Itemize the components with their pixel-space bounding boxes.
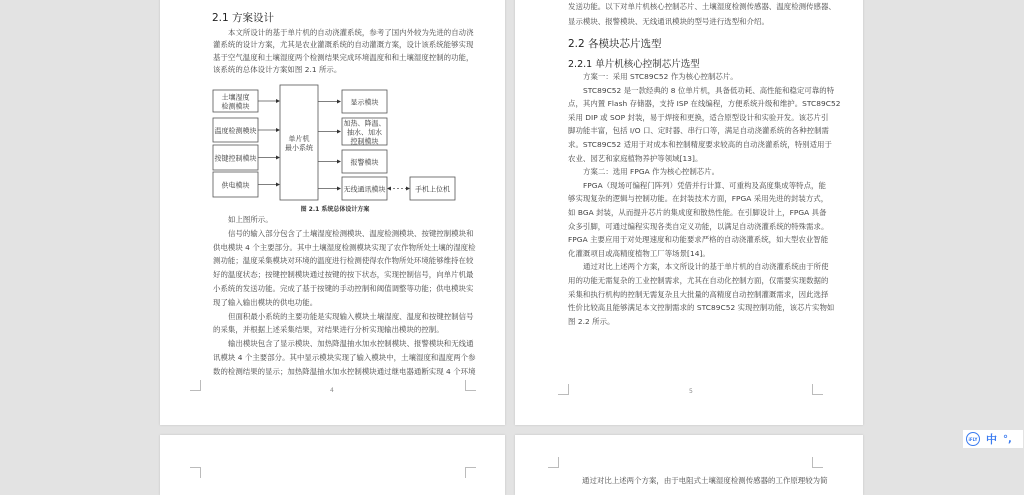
figure-caption: 图 2.1 系统总体设计方案 <box>300 206 370 213</box>
body-line: 够实现复杂的逻辑与控制功能。在封装技术方面，FPGA 采用先进的封装方式， <box>568 194 829 204</box>
body-line: 好的温度状态；按键控制模块通过按键的按下状态，实现控制信号，向单片机最 <box>213 270 474 280</box>
arrow-head <box>276 99 280 103</box>
arrow-head <box>276 128 280 132</box>
body-line: 化灌溉项目或高精度植物工厂等场景[14]。 <box>568 248 710 258</box>
page-4 <box>160 0 505 425</box>
body-line: 数的检测结果的显示；加热降温抽水加水控制模块通过继电器通断实现 4 个环境 <box>213 366 476 376</box>
body-line: 讯模块 4 个主要部分。其中显示模块实现了输入模块中，土壤湿度和温度两个参 <box>213 353 476 362</box>
section-heading: 2.1 方案设计 <box>212 12 275 24</box>
input-module-box-label: 检测模块 <box>221 102 250 111</box>
body-line: 众多引脚，可通过编程实现各类自定义功能，以满足自动浇灌系统的特殊需求。 <box>568 221 829 231</box>
output-module-box-label: 报警模块 <box>350 158 379 167</box>
input-module-box-label: 温度检测模块 <box>214 127 257 135</box>
arrow-head <box>337 130 341 134</box>
body-line: 该系统的总体设计方案如图 2.1 所示。 <box>213 64 342 74</box>
body-line: 小系统的发送功能。完成了基于按键的手动控制和阈值调整等功能；供电模块实 <box>213 284 474 293</box>
body-line: STC89C52 是一款经典的 8 位单片机，具备低功耗、高性能和稳定可靠的特 <box>583 85 835 95</box>
ifly-logo-icon[interactable]: iFLY <box>966 432 980 446</box>
body-line: 现了输入输出模块的供电功能。 <box>213 297 318 307</box>
body-line: 如上图所示。 <box>228 215 273 224</box>
margin-corner-left <box>548 457 559 468</box>
output-module-box-label: 抽水、加水 <box>347 128 382 137</box>
arrow-head <box>337 187 341 191</box>
body-line: 本文所设计的基于单片机的自动浇灌系统，参考了国内外较为先进的自动浇 <box>228 28 474 37</box>
body-line: 通过对比上述两个方案，本文所设计的基于单片机的自动浇灌系统由于所使 <box>583 262 829 272</box>
body-line: 求。STC89C52 适用于对成本和控制精度要求较高的自动浇灌系统，特别适用于 <box>568 140 832 149</box>
input-module-box-label: 土壤湿度 <box>221 93 250 102</box>
subsection-heading: 2.2.1 单片机核心控制芯片选型 <box>568 59 700 70</box>
ime-punctuation-toggle[interactable]: °, <box>1003 433 1012 445</box>
page-number: 4 <box>330 387 334 394</box>
body-line: FPGA（现场可编程门阵列）凭借并行计算、可重构及高度集成等特点，能 <box>583 180 826 190</box>
body-line: 但面积最小系统的主要功能是实现输入模块土壤湿度、温度和按键控制信号 <box>228 311 474 321</box>
body-line: 性价比较高且能够满足本文控制需求的 STC89C52 实现控制功能，该芯片实物如 <box>568 303 835 313</box>
output-module-box-label: 无线通讯模块 <box>343 185 386 194</box>
body-line: 测功能；温度采集模块对环境的温度进行检测使得农作物所处环境能够维持在较 <box>213 256 474 266</box>
body-line: 图 2.2 所示。 <box>568 316 615 326</box>
arrow-head <box>337 100 341 104</box>
body-line: 用的功能无需复杂的工业控制需求，尤其在自动化控制方面，仅需要实现数据的 <box>568 276 829 285</box>
body-line: 信号的输入部分包含了土壤湿度检测模块、温度检测模块、按键控制模块和 <box>228 228 474 238</box>
body-line: 显示模块、报警模块、无线通讯模块的型号进行选型和介绍。 <box>568 16 769 26</box>
page-6 <box>160 435 505 495</box>
body-line: 如 BGA 封装，从而提升芯片的集成度和散热性能。在引脚设计上，FPGA 具备 <box>568 208 827 217</box>
input-module-box-label: 供电模块 <box>221 181 250 190</box>
page-5 <box>515 0 863 425</box>
body-line: 输出模块包含了显示模块、加热降温抽水加水控制模块、报警模块和无线通 <box>228 339 474 349</box>
mcu-box-label: 单片机 <box>288 135 310 143</box>
body-line: FPGA 主要应用于对处理速度和功能要求严格的自动浇灌系统，如大型农业智能 <box>568 235 829 245</box>
page-7 <box>515 435 863 495</box>
arrow-head <box>276 183 280 187</box>
body-line: 农业、园艺和家庭植物养护等领域[13]。 <box>568 153 703 163</box>
body-line: 基于空气温度和土壤湿度两个检测结果完成环境温度和和土壤湿度控制的功能， <box>213 52 474 62</box>
body-line: 供电模块 4 个主要部分。其中土壤湿度检测模块实现了农作物所处土壤的湿度检 <box>213 242 476 252</box>
body-line: 方案二：选用 FPGA 作为核心控制芯片。 <box>583 167 720 177</box>
margin-corner-left <box>558 384 569 395</box>
body-line: 脚功能丰富，包括 I/O 口、定时器、串行口等，满足自动浇灌系统的各种控制需 <box>568 126 829 136</box>
body-line: 的采集，并根据上述采集结果，对结果进行分析实现输出模块的控制。 <box>213 325 444 335</box>
section-heading: 2.2 各模块芯片选型 <box>568 38 662 50</box>
ime-toolbar[interactable] <box>963 430 1023 448</box>
body-line: 方案一：采用 STC89C52 作为核心控制芯片。 <box>583 72 738 81</box>
body-line: 采用 DIP 或 SOP 封装，易于焊接和更换，适合原型设计和实验开发。该芯片引 <box>568 112 829 122</box>
system-diagram <box>160 0 505 218</box>
arrow-head <box>276 156 280 160</box>
ime-language-toggle[interactable]: 中 <box>986 433 997 446</box>
margin-corner-right <box>812 457 823 468</box>
input-module-box-label: 按键控制模块 <box>214 154 257 163</box>
mcu-box-label: 最小系统 <box>285 144 313 152</box>
page-number: 5 <box>689 388 693 395</box>
body-line: 通过对比上述两个方案，由于电阻式土壤湿度检测传感器的工作原理较为简 <box>582 476 828 485</box>
output-module-box-label: 控制模块 <box>350 137 379 146</box>
arrow-head <box>406 187 410 191</box>
body-line: 点，其内置 Flash 存储器，支持 ISP 在线编程，方便系统升级和维护。STC89C52 <box>568 99 841 109</box>
phone-host-box-label: 手机上位机 <box>415 185 450 194</box>
body-line: 采集和执行机构的控制无需复杂且大批量的高精度自动控制灌溉需求，因此选择 <box>568 289 829 299</box>
margin-corner-right <box>465 467 476 478</box>
margin-corner-right <box>812 384 823 395</box>
arrow-head <box>387 187 391 191</box>
body-line: 发送功能。以下对单片机核心控制芯片、土壤湿度检测传感器、温度检测传感器、 <box>568 2 836 11</box>
output-module-box-label: 显示模块 <box>350 98 379 107</box>
margin-corner-right <box>465 380 476 391</box>
margin-corner-left <box>190 467 201 478</box>
arrow-head <box>337 160 341 164</box>
margin-corner-left <box>190 380 201 391</box>
body-line: 灌系统的设计方案，尤其是农业灌溉系统的自动灌溉方案，设计该系统能够实现 <box>213 40 474 50</box>
output-module-box-label: 加热、降温、 <box>343 119 386 128</box>
